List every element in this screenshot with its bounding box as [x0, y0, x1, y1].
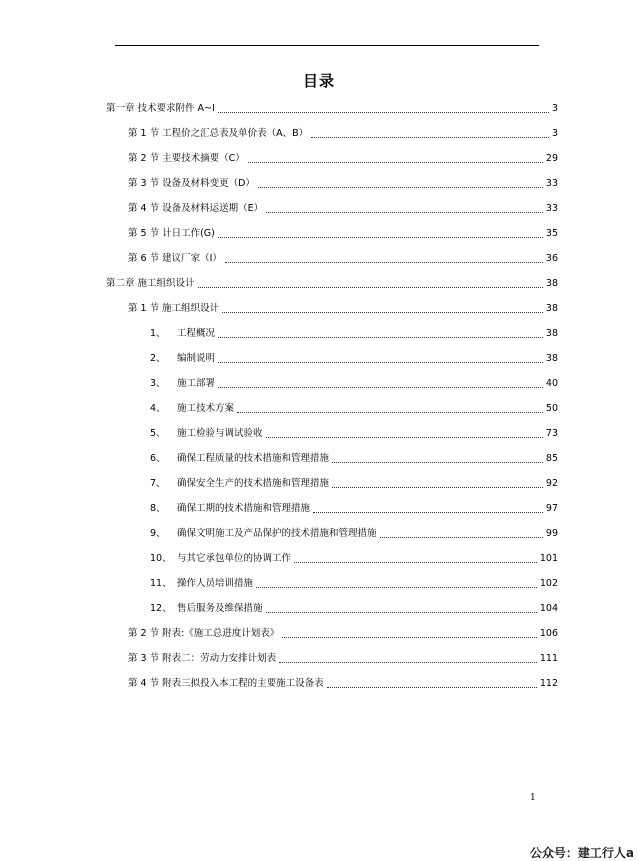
toc-entry-item[interactable]: 5、 施工检验与调试验收 73 — [150, 428, 558, 439]
toc-entry-section[interactable]: 第 1 节 施工组织设计 38 — [128, 303, 558, 314]
toc-entry-item[interactable]: 8、 确保工期的技术措施和管理措施 97 — [150, 503, 558, 514]
toc-entry-item[interactable]: 6、 确保工程质量的技术措施和管理措施 85 — [150, 453, 558, 464]
toc-entry-item[interactable]: 1、 工程概况 38 — [150, 328, 558, 339]
toc-entry-section[interactable]: 第 3 节 设备及材料变更（D） 33 — [128, 178, 558, 189]
toc-entry-section[interactable]: 第 3 节 附表二：劳动力安排计划表 111 — [128, 653, 558, 664]
toc-entry-section[interactable]: 第 6 节 建议厂家（I） 36 — [128, 253, 558, 264]
toc-entry-item[interactable]: 10、 与其它承包单位的协调工作 101 — [150, 553, 558, 564]
toc-entry-item[interactable]: 4、 施工技术方案 50 — [150, 403, 558, 414]
toc-entry-section[interactable]: 第 4 节 设备及材料运送期（E） 33 — [128, 203, 558, 214]
page-number: 1 — [530, 793, 536, 803]
toc-entry-chapter-2[interactable]: 第二章 施工组织设计 38 — [106, 278, 558, 289]
toc-entry-item[interactable]: 2、 编制说明 38 — [150, 353, 558, 364]
toc-entry-item[interactable]: 3、 施工部署 40 — [150, 378, 558, 389]
toc-entry-item[interactable]: 9、 确保文明施工及产品保护的技术措施和管理措施 99 — [150, 528, 558, 539]
toc-entry-chapter-1[interactable]: 第一章 技术要求附件 A~I 3 — [106, 103, 558, 114]
page-title: 目录 — [302, 72, 335, 90]
toc-entry-item[interactable]: 7、 确保安全生产的技术措施和管理措施 92 — [150, 478, 558, 489]
toc-entry-section[interactable]: 第 4 节 附表三拟投入本工程的主要施工设备表 112 — [128, 678, 558, 689]
toc-entry-section[interactable]: 第 2 节 附表:《施工总进度计划表》 106 — [128, 628, 558, 639]
toc-entry-section[interactable]: 第 1 节 工程价之汇总表及单价表（A、B） 3 — [128, 128, 558, 139]
toc-entry-section[interactable]: 第 2 节 主要技术摘要（C） 29 — [128, 153, 558, 164]
toc-entry-item[interactable]: 12、 售后服务及维保措施 104 — [150, 603, 558, 614]
toc-entry-section[interactable]: 第 5 节 计日工作(G) 35 — [128, 228, 558, 239]
toc-entry-item[interactable]: 11、 操作人员培训措施 102 — [150, 578, 558, 589]
watermark-footer: 公众号：建工行人a — [529, 846, 634, 860]
